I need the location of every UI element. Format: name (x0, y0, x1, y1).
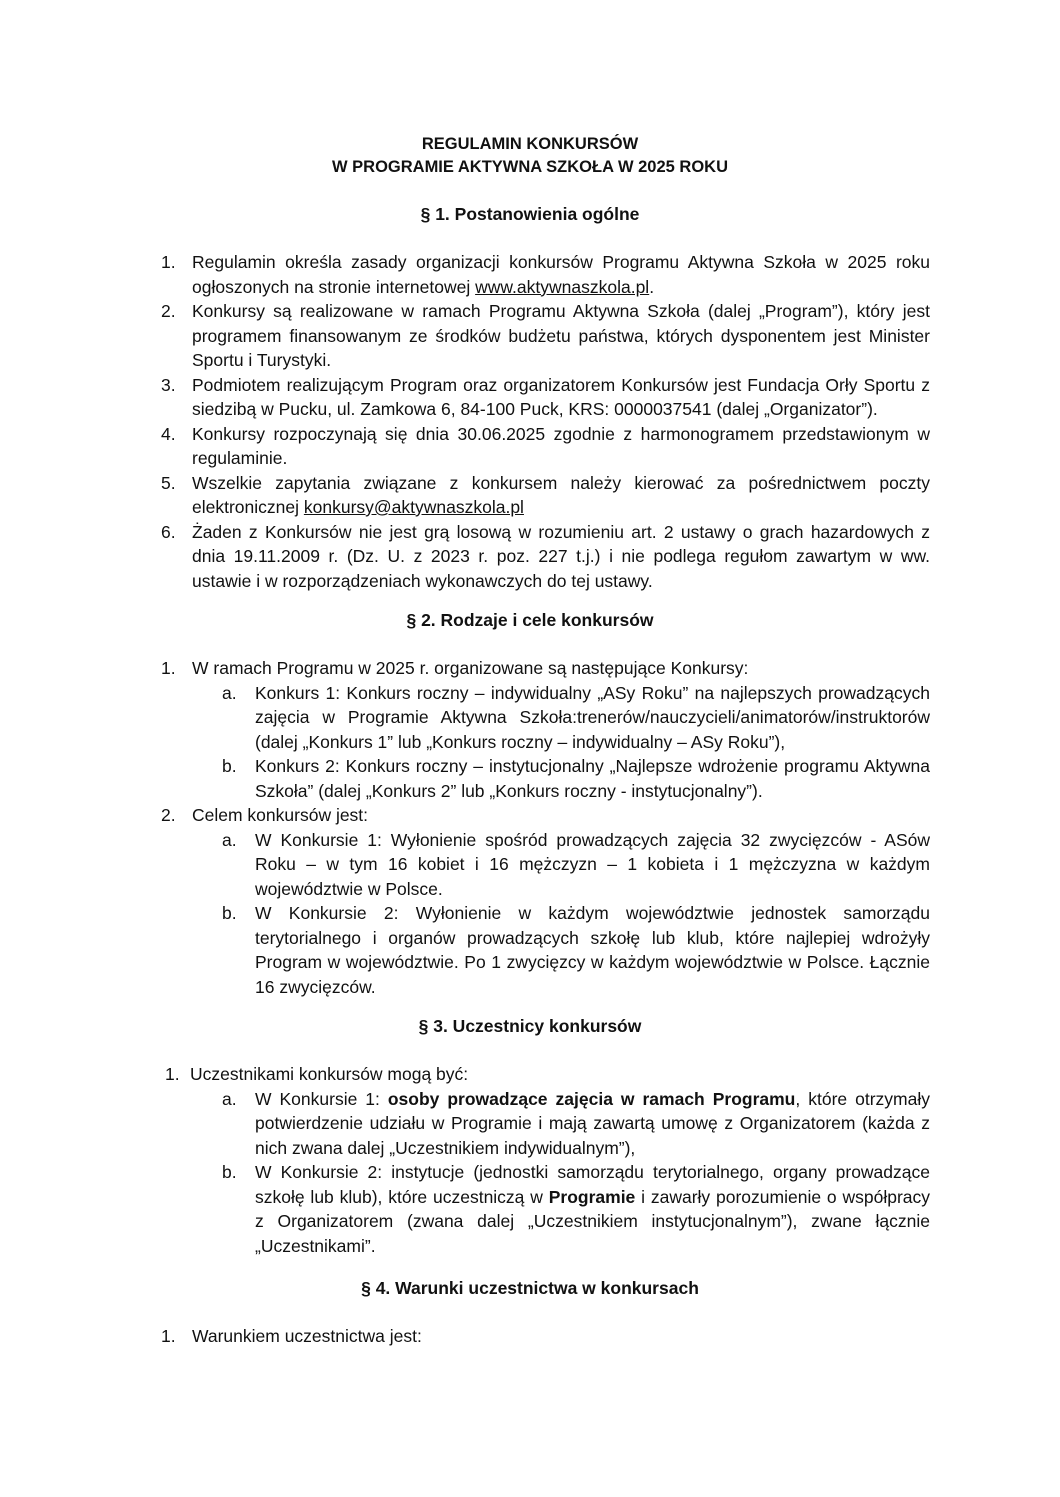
list-item (161, 422, 930, 471)
sub-list-item (222, 901, 930, 999)
sub-item-text: Konkurs 1: Konkurs roczny – indywidualny „ASy Roku” na najlepszych prowadzących zajęcia w Programie Aktywna Szkoła:trenerów/nauczycieli/animatorów/instruktorów (dalej „Konkurs 1” lub „Konkurs roczny – indywidualny – ASy Roku”), (255, 682, 930, 752)
sub-item-letter: b. (222, 756, 237, 776)
item-number: 5. (161, 472, 176, 493)
item-text: Konkursy rozpoczynają się dnia 30.06.2025 zgodnie z harmonogramem przedstawionym w regulaminie. (192, 423, 930, 468)
item-number: 4. (161, 423, 176, 444)
item-text: Żaden z Konkursów nie jest grą losową w rozumieniu art. 2 ustawy o grach hazardowych z dnia 19.11.2009 r. (Dz. U. z 2023 r. poz. 227 t.j.) i nie podlega regułom zawartym w ww. ustawie i w rozporządzeniach wykonawczych do tej ustawy. (192, 521, 930, 591)
email-link[interactable]: konkursy@aktywnaszkola.pl (303, 497, 524, 517)
list-item (161, 373, 930, 422)
list-item (161, 520, 930, 594)
section-heading-1: § 1. Postanowienia ogólne (420, 204, 640, 224)
section-heading-4: § 4. Warunki uczestnictwa w konkursach (361, 1278, 699, 1298)
sub-item-letter: a. (222, 1088, 237, 1109)
section-heading-2: § 2. Rodzaje i cele konkursów (406, 610, 654, 630)
section-1-list (161, 250, 930, 593)
sub-list (192, 828, 930, 1000)
sub-list-item (222, 1160, 930, 1258)
item-number: 1. (165, 1064, 180, 1084)
sub-list-item (222, 828, 930, 902)
sub-item-text: Konkurs 2: Konkurs roczny – instytucjonalny „Najlepsze wdrożenie programu Aktywna Szkoła” (dalej „Konkurs 2” lub „Konkurs roczny - instytucjonalny”). (255, 756, 930, 801)
list-item (165, 1062, 930, 1258)
item-text: Celem konkursów jest: (192, 805, 369, 825)
section-2-list (161, 656, 930, 999)
item-text: Regulamin określa zasady organizacji konkursów Programu Aktywna Szkoła w 2025 roku ogłoszonych na stronie internetowej www.aktywnaszkola.pl. (192, 252, 930, 297)
list-item (161, 250, 930, 299)
sub-item-letter: a. (222, 829, 237, 850)
list-item (161, 656, 930, 803)
list-item (161, 803, 930, 999)
sub-list-item (222, 754, 930, 803)
item-number: 1. (161, 658, 176, 678)
item-text: W ramach Programu w 2025 r. organizowane są następujące Konkursy: (192, 658, 749, 678)
sub-list-item (222, 681, 930, 755)
sub-item-letter: b. (222, 1162, 237, 1182)
sub-list (190, 1087, 930, 1259)
sub-item-letter: b. (222, 903, 237, 923)
section-4-list (161, 1324, 930, 1349)
item-text: Konkursy są realizowane w ramach Programu Aktywna Szkoła (dalej „Program”), który jest programem finansowanym ze środków budżetu państwa, których dysponentem jest Minister Sportu i Turystyki. (192, 301, 930, 370)
list-item (161, 1324, 930, 1349)
sub-item-letter: a. (222, 682, 237, 703)
section-3-list (165, 1062, 930, 1258)
item-number: 3. (161, 374, 176, 395)
item-text: Warunkiem uczestnictwa jest: (192, 1326, 422, 1346)
item-number: 1. (161, 252, 176, 272)
list-item (161, 299, 930, 373)
item-number: 2. (161, 301, 176, 321)
document-title-line-2: W PROGRAMIE AKTYWNA SZKOŁA W 2025 ROKU (331, 158, 728, 176)
sub-item-text: W Konkursie 1: Wyłonienie spośród prowadzących zajęcia 32 zwycięzców - ASów Roku – w tym 16 kobiet i 16 mężczyzn – 1 kobieta i 1 mężczyzna w każdym województwie w Polsce. (255, 829, 930, 899)
sub-item-text: W Konkursie 2: Wyłonienie w każdym województwie jednostek samorządu terytorialnego i organów prowadzących szkołę lub klub, które najlepiej wdrożyły Program w województwie. Po 1 zwycięzcy w każdym województwie w Polsce. Łącznie 16 zwycięzców. (255, 903, 930, 997)
website-link[interactable]: www.aktywnaszkola.pl (475, 276, 650, 297)
item-text: Wszelkie zapytania związane z konkursem należy kierować za pośrednictwem poczty elektronicznej konkursy@aktywnaszkola.pl (192, 472, 930, 517)
item-number: 6. (161, 521, 176, 542)
item-text: Uczestnikami konkursów mogą być: (190, 1064, 469, 1084)
sub-list-item (222, 1087, 930, 1161)
section-heading-3: § 3. Uczestnicy konkursów (418, 1016, 642, 1036)
sub-item-text: W Konkursie 2: instytucje (jednostki samorządu terytorialnego, organy prowadzące szkołę lub klub), które uczestniczą w Programie i zawarły porozumienie o współpracy z Organizatorem (zwana dalej „Uczestnikiem instytucjonalnym”), zwane łącznie „Uczestnikami”. (255, 1162, 930, 1256)
item-number: 2. (161, 805, 176, 825)
list-item (161, 471, 930, 520)
item-text: Podmiotem realizującym Program oraz organizatorem Konkursów jest Fundacja Orły Sportu z siedzibą w Pucku, ul. Zamkowa 6, 84-100 Puck, KRS: 0000037541 (dalej „Organizator”). (192, 374, 930, 419)
item-number: 1. (161, 1326, 176, 1346)
sub-list (192, 681, 930, 804)
document-title-line-1: REGULAMIN KONKURSÓW (421, 135, 639, 153)
sub-item-text: W Konkursie 1: osoby prowadzące zajęcia w ramach Programu, które otrzymały potwierdzenie udziału w Programie i mają zawartą umowę z Organizatorem (każda z nich zwana dalej „Uczestnikiem indywidualnym”), (255, 1088, 930, 1158)
